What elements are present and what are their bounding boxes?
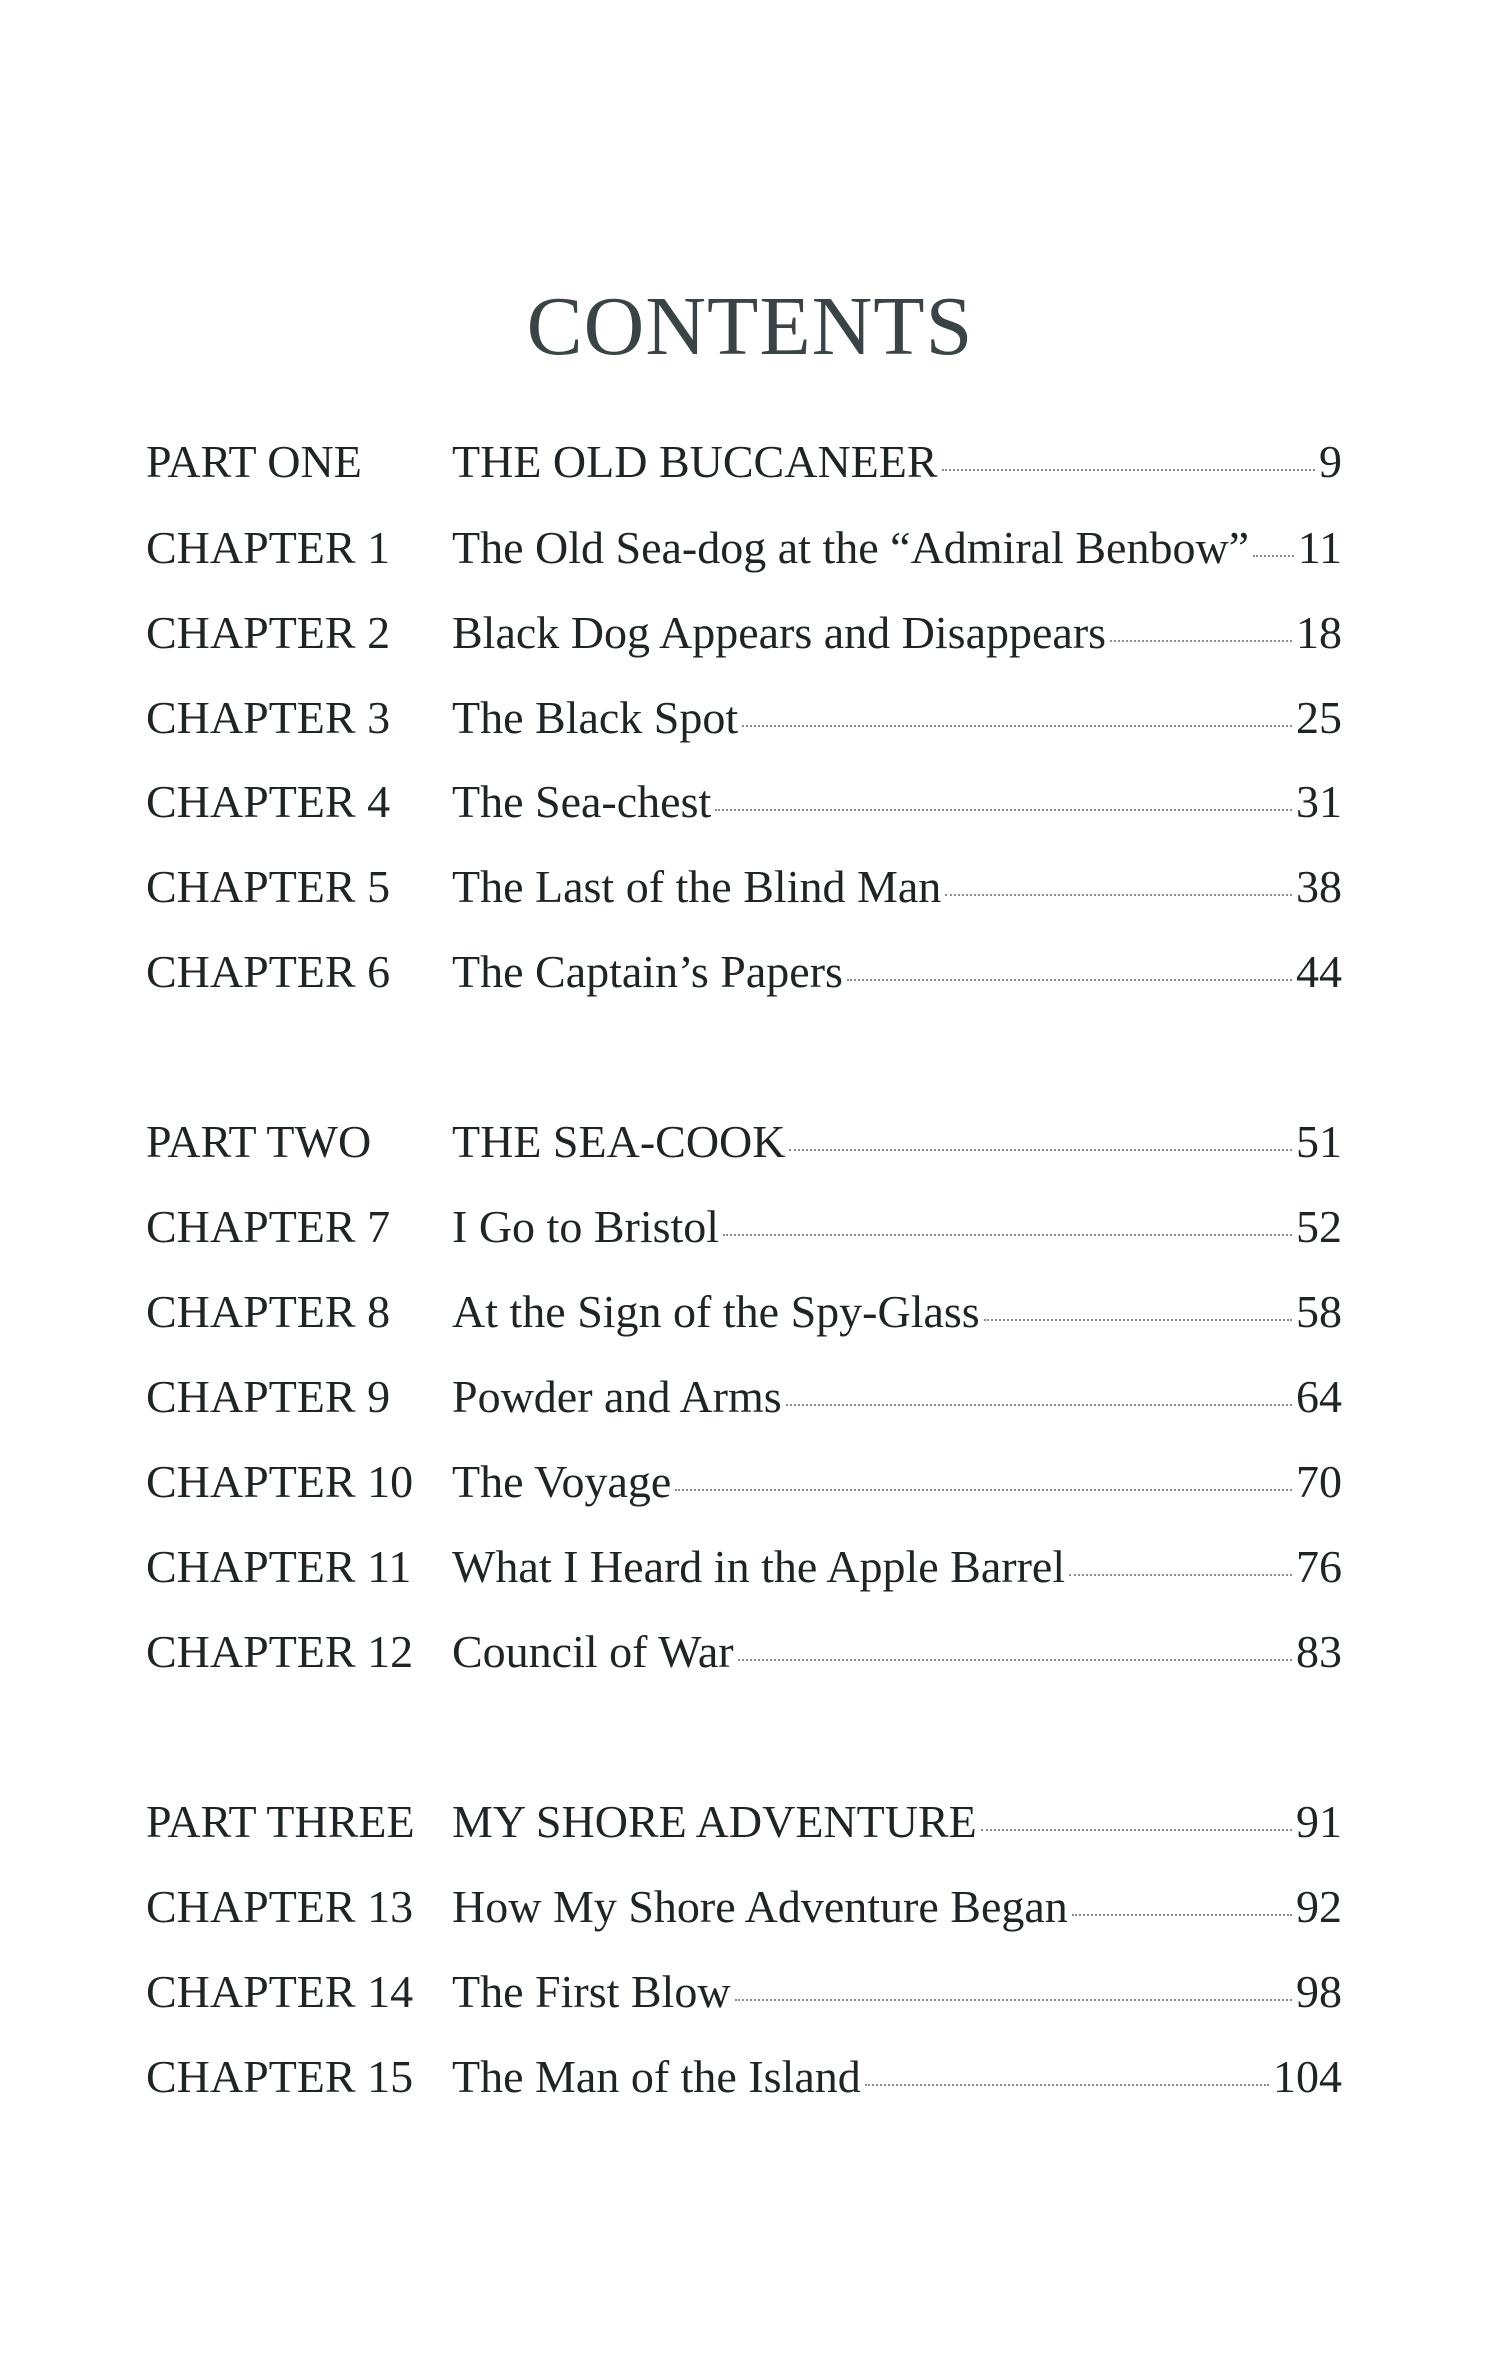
entry-title: The Last of the Blind Man	[452, 861, 942, 912]
dot-leader	[847, 979, 1292, 981]
entry-page-number: 25	[1296, 692, 1342, 743]
entry-page-number: 92	[1296, 1881, 1342, 1932]
toc-entry-chapter-4[interactable]	[146, 772, 1342, 832]
dot-leader	[942, 469, 1315, 471]
dot-leader	[945, 894, 1292, 896]
entry-title: The Voyage	[452, 1456, 672, 1507]
entry-label: CHAPTER 5	[146, 861, 391, 912]
entry-title: The Old Sea-dog at the “Admiral Benbow”	[452, 522, 1250, 573]
toc-entry-chapter-10[interactable]	[146, 1452, 1342, 1512]
entry-page-number: 44	[1296, 946, 1342, 997]
entry-page-number: 18	[1296, 607, 1342, 658]
dot-leader	[1253, 555, 1294, 557]
entry-label: PART THREE	[146, 1796, 415, 1847]
entry-label: CHAPTER 14	[146, 1966, 414, 2017]
entry-label: CHAPTER 10	[146, 1456, 414, 1507]
entry-body	[452, 1792, 1342, 1852]
toc-entry-chapter-15[interactable]	[146, 2047, 1342, 2107]
entry-label: CHAPTER 15	[146, 2051, 414, 2102]
entry-label: CHAPTER 13	[146, 1881, 414, 1932]
entry-body	[452, 432, 1342, 492]
dot-leader	[981, 1829, 1292, 1831]
toc-entry-chapter-12[interactable]	[146, 1622, 1342, 1682]
entry-label: CHAPTER 12	[146, 1626, 414, 1677]
entry-body	[452, 2047, 1342, 2107]
dot-leader	[742, 725, 1292, 727]
entry-body	[452, 1877, 1342, 1937]
entry-title: THE OLD BUCCANEER	[452, 436, 938, 487]
toc-entry-chapter-13[interactable]	[146, 1877, 1342, 1937]
dot-leader	[984, 1319, 1292, 1321]
entry-title: THE SEA-COOK	[452, 1116, 786, 1167]
entry-title: Black Dog Appears and Disappears	[452, 607, 1107, 658]
entry-page-number: 83	[1296, 1626, 1342, 1677]
entry-title: At the Sign of the Spy-Glass	[452, 1286, 980, 1337]
entry-page-number: 98	[1296, 1966, 1342, 2017]
entry-page-number: 31	[1296, 776, 1342, 827]
entry-label: CHAPTER 1	[146, 522, 391, 573]
toc-entry-chapter-5[interactable]	[146, 857, 1342, 917]
entry-body	[452, 603, 1342, 663]
toc-entry-chapter-8[interactable]	[146, 1282, 1342, 1342]
entry-page-number: 91	[1296, 1796, 1342, 1847]
entry-label: CHAPTER 9	[146, 1371, 391, 1422]
entry-label: PART ONE	[146, 436, 362, 487]
entry-title: The First Blow	[452, 1966, 731, 2017]
entry-page-number: 76	[1296, 1541, 1342, 1592]
entry-label: CHAPTER 7	[146, 1201, 391, 1252]
entry-label: CHAPTER 2	[146, 607, 391, 658]
entry-label: CHAPTER 11	[146, 1541, 412, 1592]
entry-label: CHAPTER 6	[146, 946, 391, 997]
entry-body	[452, 1282, 1342, 1342]
dot-leader	[715, 809, 1292, 811]
dot-leader	[1072, 1914, 1292, 1916]
entry-title: I Go to Bristol	[452, 1201, 720, 1252]
dot-leader	[723, 1234, 1292, 1236]
toc-entry-chapter-11[interactable]	[146, 1537, 1342, 1597]
toc-entry-chapter-3[interactable]	[146, 688, 1342, 748]
entry-body	[452, 1367, 1342, 1427]
entry-body	[452, 1962, 1342, 2022]
dot-leader	[786, 1404, 1292, 1406]
entry-body	[452, 1452, 1342, 1512]
entry-title: Council of War	[452, 1626, 734, 1677]
entry-title: What I Heard in the Apple Barrel	[452, 1541, 1066, 1592]
toc-entry-chapter-2[interactable]	[146, 603, 1342, 663]
entry-page-number: 11	[1297, 522, 1342, 573]
entry-title: The Sea-chest	[452, 776, 712, 827]
entry-body	[452, 942, 1342, 1002]
entry-title: The Man of the Island	[452, 2051, 861, 2102]
toc-entry-part-two[interactable]	[146, 1112, 1342, 1172]
dot-leader	[735, 1999, 1292, 2001]
entry-label: CHAPTER 3	[146, 692, 391, 743]
dot-leader	[738, 1659, 1292, 1661]
toc-entry-chapter-1[interactable]	[146, 518, 1342, 578]
entry-body	[452, 772, 1342, 832]
entry-body	[452, 857, 1342, 917]
dot-leader	[1110, 640, 1292, 642]
toc-entry-chapter-14[interactable]	[146, 1962, 1342, 2022]
entry-body	[452, 1537, 1342, 1597]
toc-entry-part-one[interactable]	[146, 432, 1342, 492]
entry-title: The Captain’s Papers	[452, 946, 843, 997]
toc-entry-chapter-9[interactable]	[146, 1367, 1342, 1427]
toc-entry-chapter-7[interactable]	[146, 1197, 1342, 1257]
page-title: CONTENTS	[526, 280, 974, 373]
entry-title: The Black Spot	[452, 692, 739, 743]
entry-body	[452, 518, 1342, 578]
entry-page-number: 64	[1296, 1371, 1342, 1422]
entry-page-number: 38	[1296, 861, 1342, 912]
entry-page-number: 9	[1319, 436, 1342, 487]
entry-body	[452, 688, 1342, 748]
toc-entry-part-three[interactable]	[146, 1792, 1342, 1852]
entry-title: Powder and Arms	[452, 1371, 782, 1422]
entry-page-number: 52	[1296, 1201, 1342, 1252]
entry-label: CHAPTER 8	[146, 1286, 391, 1337]
entry-body	[452, 1622, 1342, 1682]
entry-page-number: 51	[1296, 1116, 1342, 1167]
entry-title: MY SHORE ADVENTURE	[452, 1796, 977, 1847]
entry-body	[452, 1112, 1342, 1172]
dot-leader	[675, 1489, 1292, 1491]
entry-page-number: 104	[1273, 2051, 1342, 2102]
entry-label: CHAPTER 4	[146, 776, 391, 827]
dot-leader	[865, 2084, 1269, 2086]
entry-page-number: 70	[1296, 1456, 1342, 1507]
entry-body	[452, 1197, 1342, 1257]
toc-entry-chapter-6[interactable]	[146, 942, 1342, 1002]
dot-leader	[1069, 1574, 1292, 1576]
entry-title: How My Shore Adventure Began	[452, 1881, 1068, 1932]
entry-page-number: 58	[1296, 1286, 1342, 1337]
dot-leader	[789, 1149, 1292, 1151]
entry-label: PART TWO	[146, 1116, 372, 1167]
